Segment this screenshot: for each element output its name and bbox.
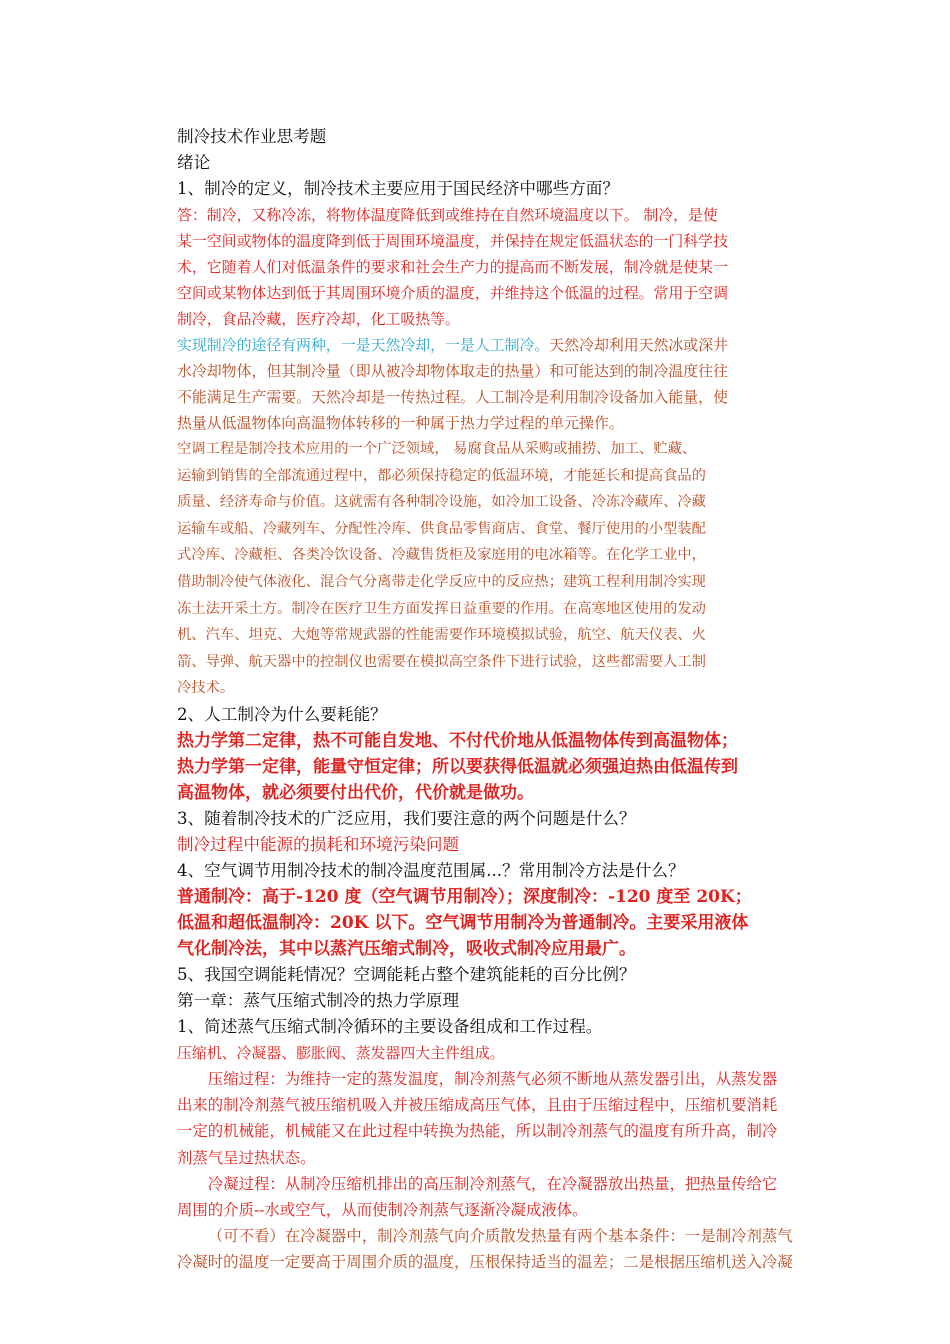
optional-note	[177, 1223, 799, 1275]
question-1: 1、制冷的定义，制冷技术主要应用于国民经济中哪些方面？	[177, 179, 619, 198]
answer-line: 一定的机械能，机械能又在此过程中转换为热能，所以制冷剂蒸气的温度有所升高，制冷	[177, 1122, 778, 1141]
question-3: 3、随着制冷技术的广泛应用，我们要注意的两个问题是什么？	[177, 808, 636, 828]
doc-title: 制冷技术作业思考题	[177, 127, 327, 146]
answer-line: 制冷，食品冷藏，医疗冷却，化工吸热等。	[177, 310, 460, 328]
answer-line	[177, 332, 799, 358]
question-4: 4、空气调节用制冷技术的制冷温度范围属...？常用制冷方法是什么？	[177, 860, 685, 880]
answer-line: 空调工程是制冷技术应用的一个广泛领域， 易腐食品从采购或捕捞、加工、贮藏、	[177, 441, 697, 457]
answer-line: 水冷却物体，但其制冷量（即从被冷却物体取走的热量）和可能达到的制冷温度往往	[177, 362, 728, 380]
answer-line: 气化制冷法，其中以蒸汽压缩式制冷，吸收式制冷应用最广。	[177, 938, 636, 959]
answer-line: 冷凝时的温度一定要高于周围介质的温度，压根保持适当的温差；二是根据压缩机送入冷凝	[177, 1253, 793, 1272]
answer-line: 借助制冷使气体液化、混合气分离带走化学反应中的反应热；建筑工程利用制冷实现	[177, 573, 706, 590]
answer-line: 压缩过程：为维持一定的蒸发温度，制冷剂蒸气必须不断地从蒸发器引出，从蒸发器	[207, 1069, 778, 1088]
answer-line: 机、汽车、坦克、大炮等常规武器的性能需要作环境模拟试验，航空、航天仪表、火	[177, 627, 706, 644]
answer-line: 冷技术。	[177, 680, 235, 697]
answer-line: 冷凝过程：从制冷压缩机排出的高压制冷剂蒸气，在冷凝器放出热量，把热量传给它	[207, 1174, 778, 1193]
answer-line: 空间或某物体达到低于其周围环境介质的温度，并维持这个低温的过程。常用于空调	[177, 284, 728, 302]
answer-line: 出来的制冷剂蒸气被压缩机吸入并被压缩成高压气体，且由于压缩过程中，压缩机要消耗	[177, 1096, 778, 1115]
chapter-1-answer-1: 压缩机、冷凝器、膨胀阀、蒸发器四大主件组成。	[177, 1043, 505, 1062]
document-body	[177, 124, 799, 1276]
answer-line: 低温和超低温制冷：20K 以下。空气调节用制冷为普通制冷。主要采用液体	[177, 912, 749, 933]
condensation-process	[177, 1171, 799, 1223]
answer-1-definition	[177, 202, 799, 332]
answer-line: 高温物体，就必须要付出代价，代价就是做功。	[177, 782, 534, 803]
answer-line: （可不看）在冷凝器中，制冷剂蒸气向介质散发热量有两个基本条件：一是制冷剂蒸气	[207, 1227, 793, 1246]
question-2: 2、人工制冷为什么要耗能？	[177, 704, 387, 724]
answer-line: 答：制冷，又称冷冻，将物体温度降低到或维持在自然环境温度以下。 制冷，是使	[177, 206, 718, 224]
answer-line: 热力学第一定律，能量守恒定律；所以要获得低温就必须强迫热由低温传到	[177, 756, 738, 777]
chapter-1-heading: 第一章：蒸气压缩式制冷的热力学原理	[177, 990, 460, 1010]
answer-line: 质量、经济寿命与价值。这就需有各种制冷设施，如冷加工设备、冷冻冷藏库、冷藏	[177, 494, 706, 511]
answer-3: 制冷过程中能源的损耗和环境污染问题	[177, 834, 460, 854]
answer-line: 不能满足生产需要。天然冷却是一传热过程。人工制冷是利用制冷设备加入能量，使	[177, 388, 728, 406]
answer-line: 周围的介质--水或空气，从而使制冷剂蒸气逐渐冷凝成液体。	[177, 1200, 588, 1219]
answer-line: 运输到销售的全部流通过程中，都必须保持稳定的低温环境，才能延长和提高食品的	[177, 467, 706, 484]
answer-line: 术，它随着人们对低温条件的要求和社会生产力的提高而不断发展，制冷就是使某一	[177, 258, 728, 276]
answer-4	[177, 884, 799, 962]
answer-1-methods	[177, 332, 799, 436]
answer-line: 运输车或船、冷藏列车、分配性冷库、供食品零售商店、食堂、餐厅使用的小型装配	[177, 520, 706, 537]
answer-line: 热力学第二定律，热不可能自发地、不付代价地从低温物体传到高温物体；	[177, 730, 738, 751]
answer-line: 普通制冷：高于-120 度（空气调节用制冷）；深度制冷：-120 度至 20K；	[177, 886, 752, 907]
answer-line: 冻土法开采土方。制冷在医疗卫生方面发挥日益重要的作用。在高寒地区使用的发动	[177, 600, 706, 617]
answer-line: 某一空间或物体的温度降到低于周围环境温度，并保持在规定低温状态的一门科学技	[177, 232, 728, 250]
answer-line: 式冷库、冷藏柜、各类冷饮设备、冷藏售货柜及家庭用的电冰箱等。在化学工业中，	[177, 547, 706, 564]
answer-line: 箭、导弹、航天器中的控制仪也需要在模拟高空条件下进行试验，这些都需要人工制	[177, 653, 706, 670]
compression-process	[177, 1066, 799, 1171]
answer-line: 剂蒸气呈过热状态。	[177, 1148, 316, 1167]
answer-1-applications	[177, 436, 799, 702]
chapter-1-question-1: 1、简述蒸气压缩式制冷循环的主要设备组成和工作过程。	[177, 1016, 603, 1036]
answer-2	[177, 728, 799, 806]
body-text: 天然冷却利用天然冰或深井	[549, 336, 728, 354]
question-5: 5、我国空调能耗情况？空调能耗占整个建筑能耗的百分比例？	[177, 964, 636, 984]
highlight-text: 实现制冷的途径有两种，一是天然冷却，一是人工制冷。	[177, 336, 550, 354]
section-heading-intro: 绪论	[177, 153, 211, 172]
answer-line: 热量从低温物体向高温物体转移的一种属于热力学过程的单元操作。	[177, 414, 624, 432]
